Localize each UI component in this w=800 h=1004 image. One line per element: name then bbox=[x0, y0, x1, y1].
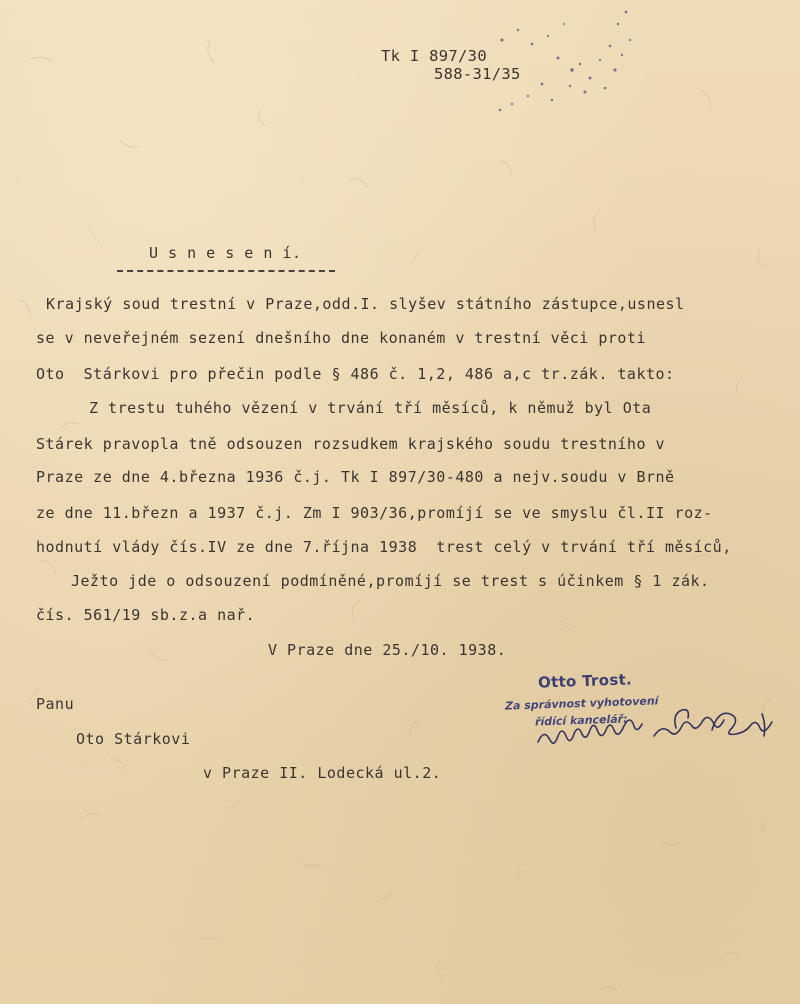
stamp-name: Otto Trost. bbox=[537, 670, 633, 692]
body-line-6: Praze ze dne 4.března 1936 č.j. Tk I 897/30-480 a nejv.soudu v Brně bbox=[36, 468, 675, 486]
file-reference-2: 588-31/35 bbox=[434, 65, 521, 83]
addressee-salutation: Panu bbox=[36, 695, 75, 713]
body-line-8: hodnutí vlády čís.IV ze dne 7.října 1938 trest celý v trvání tří měsíců, bbox=[36, 538, 732, 556]
body-line-9: Ježto jde o odsouzení podmíněné,promíjí se trest s účinkem § 1 zák. bbox=[71, 572, 710, 590]
handwritten-signature bbox=[536, 700, 786, 760]
file-reference-1: Tk I 897/30 bbox=[381, 47, 487, 65]
body-line-2: se v neveřejném sezení dnešního dne konaném v trestní věci proti bbox=[36, 329, 646, 347]
addressee-address: v Praze II. Lodecká ul.2. bbox=[203, 764, 442, 782]
document-title: U s n e s e n í. bbox=[149, 244, 302, 262]
body-line-3: Oto Stárkovi pro přečin podle § 486 č. 1,2, 486 a,c tr.zák. takto: bbox=[36, 365, 675, 383]
title-underline bbox=[117, 270, 335, 274]
stamp-certification-line: Za správnost vyhotovení bbox=[504, 694, 659, 713]
body-line-7: ze dne 11.březn a 1937 č.j. Zm I 903/36,promíjí se ve smyslu čl.II roz- bbox=[36, 504, 713, 522]
date-line: V Praze dne 25./10. 1938. bbox=[268, 641, 507, 659]
body-line-1: Krajský soud trestní v Praze,odd.I. slyšev státního zástupce,usnesl bbox=[46, 295, 685, 313]
body-line-5: Stárek pravopla tně odsouzen rozsudkem krajského soudu trestního v bbox=[36, 435, 666, 453]
body-line-10: čís. 561/19 sb.z.a nař. bbox=[36, 606, 256, 624]
addressee-name: Oto Stárkovi bbox=[76, 730, 191, 748]
body-line-4: Z trestu tuhého vězení v trvání tří měsíců, k němuž byl Ota bbox=[89, 399, 652, 417]
stamp-office-line: řídící kancelář: bbox=[534, 712, 628, 729]
